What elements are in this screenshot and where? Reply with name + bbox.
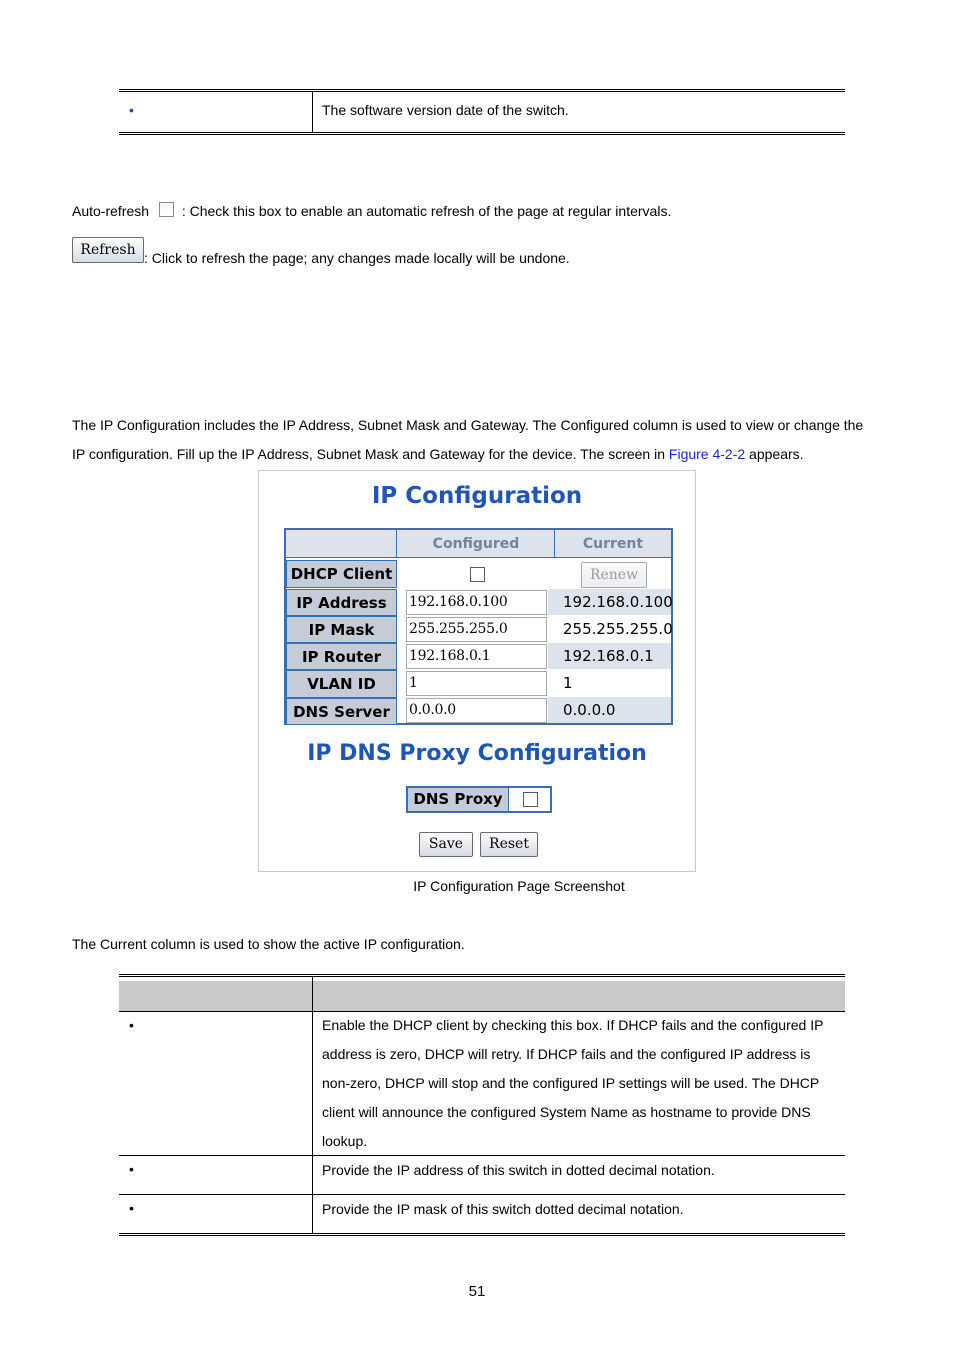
reset-button[interactable]: Reset xyxy=(480,832,538,857)
bullet: • xyxy=(129,1017,134,1033)
intro-paragraph xyxy=(72,411,892,469)
dhcp-client-checkbox[interactable] xyxy=(470,567,485,582)
column-header-configured: Configured xyxy=(432,536,520,552)
intro-line-1: The IP Configuration includes the IP Address, Subnet Mask and Gateway. The Configured column is used to view or change the xyxy=(72,417,864,433)
ip-router-input[interactable]: 192.168.0.1 xyxy=(406,644,547,669)
ip-config-screenshot xyxy=(258,470,696,872)
auto-refresh-line xyxy=(72,197,671,226)
text-line: Provide the IP mask of this switch dotted decimal notation. xyxy=(322,1201,684,1217)
text-line: Enable the DHCP client by checking this box. If DHCP fails and the configured IP xyxy=(322,1017,824,1033)
table-cell-ip-address-description xyxy=(322,1156,840,1185)
row-label-ip-address: IP Address xyxy=(286,589,397,616)
ip-mask-current: 255.255.255.0 xyxy=(563,620,673,638)
bullet: • xyxy=(129,1200,134,1216)
ip-mask-input[interactable]: 255.255.255.0 xyxy=(406,617,547,642)
dns-proxy-checkbox[interactable] xyxy=(523,792,538,807)
auto-refresh-description: : Check this box to enable an automatic refresh of the page at regular intervals. xyxy=(181,203,672,219)
text-line: non-zero, DHCP will stop and the configured IP settings will be used. The DHCP xyxy=(322,1075,820,1091)
intro-text-suffix: appears. xyxy=(745,446,804,462)
top-info-table xyxy=(119,89,845,135)
auto-refresh-label: Auto-refresh xyxy=(72,203,150,219)
bullet: • xyxy=(129,102,134,118)
table-cell-ip-mask-description xyxy=(322,1195,840,1224)
row-label-ip-mask: IP Mask xyxy=(286,616,397,643)
ip-config-title: IP Configuration xyxy=(371,483,583,509)
row-label-ip-router: IP Router xyxy=(286,643,397,670)
auto-refresh-checkbox-icon xyxy=(159,202,174,217)
bullet: • xyxy=(129,1161,134,1177)
column-header-current: Current xyxy=(582,536,644,552)
text-line: Provide the IP address of this switch in dotted decimal notation. xyxy=(322,1162,715,1178)
vlan-id-input[interactable]: 1 xyxy=(406,671,547,696)
vlan-id-current: 1 xyxy=(563,674,573,692)
intro-line-2 xyxy=(72,440,892,469)
renew-button[interactable]: Renew xyxy=(581,562,647,588)
ip-router-current: 192.168.0.1 xyxy=(548,643,671,669)
text-line: lookup. xyxy=(322,1133,368,1149)
table-cell-description: The software version date of the switch. xyxy=(322,102,569,118)
ip-parameters-table xyxy=(119,974,845,1236)
row-label-dhcp-client: DHCP Client xyxy=(286,560,397,588)
text-line: address is zero, DHCP will retry. If DHCP fails and the configured IP address is xyxy=(322,1046,811,1062)
refresh-button-image: Refresh xyxy=(72,237,144,263)
text-line: client will announce the configured System Name as hostname to provide DNS xyxy=(322,1104,811,1120)
save-button[interactable]: Save xyxy=(419,832,473,857)
page-number: 51 xyxy=(468,1283,486,1300)
current-column-note: The Current column is used to show the active IP configuration. xyxy=(72,936,465,952)
refresh-description: : Click to refresh the page; any changes made locally will be undone. xyxy=(144,250,570,266)
row-label-dns-server: DNS Server xyxy=(286,698,397,725)
dns-proxy-title: IP DNS Proxy Configuration xyxy=(307,741,647,766)
intro-text: IP configuration. Fill up the IP Address, Subnet Mask and Gateway for the device. The screen in xyxy=(72,446,669,462)
ip-address-current: 192.168.0.100 xyxy=(548,589,671,615)
ip-config-table xyxy=(284,528,673,725)
dns-server-input[interactable]: 0.0.0.0 xyxy=(406,698,547,723)
header-empty-cell xyxy=(286,530,397,558)
figure-caption: IP Configuration Page Screenshot xyxy=(413,878,625,894)
table-header-row xyxy=(119,981,845,1012)
dns-proxy-label: DNS Proxy xyxy=(408,788,509,811)
dns-proxy-table xyxy=(406,786,552,813)
row-label-vlan-id: VLAN ID xyxy=(286,670,397,698)
figure-link[interactable]: Figure 4-2-2 xyxy=(668,446,746,462)
table-divider xyxy=(312,92,313,132)
ip-address-input[interactable]: 192.168.0.100 xyxy=(406,590,547,615)
table-cell-dhcp-description xyxy=(322,1011,840,1156)
dns-server-current: 0.0.0.0 xyxy=(548,697,671,723)
